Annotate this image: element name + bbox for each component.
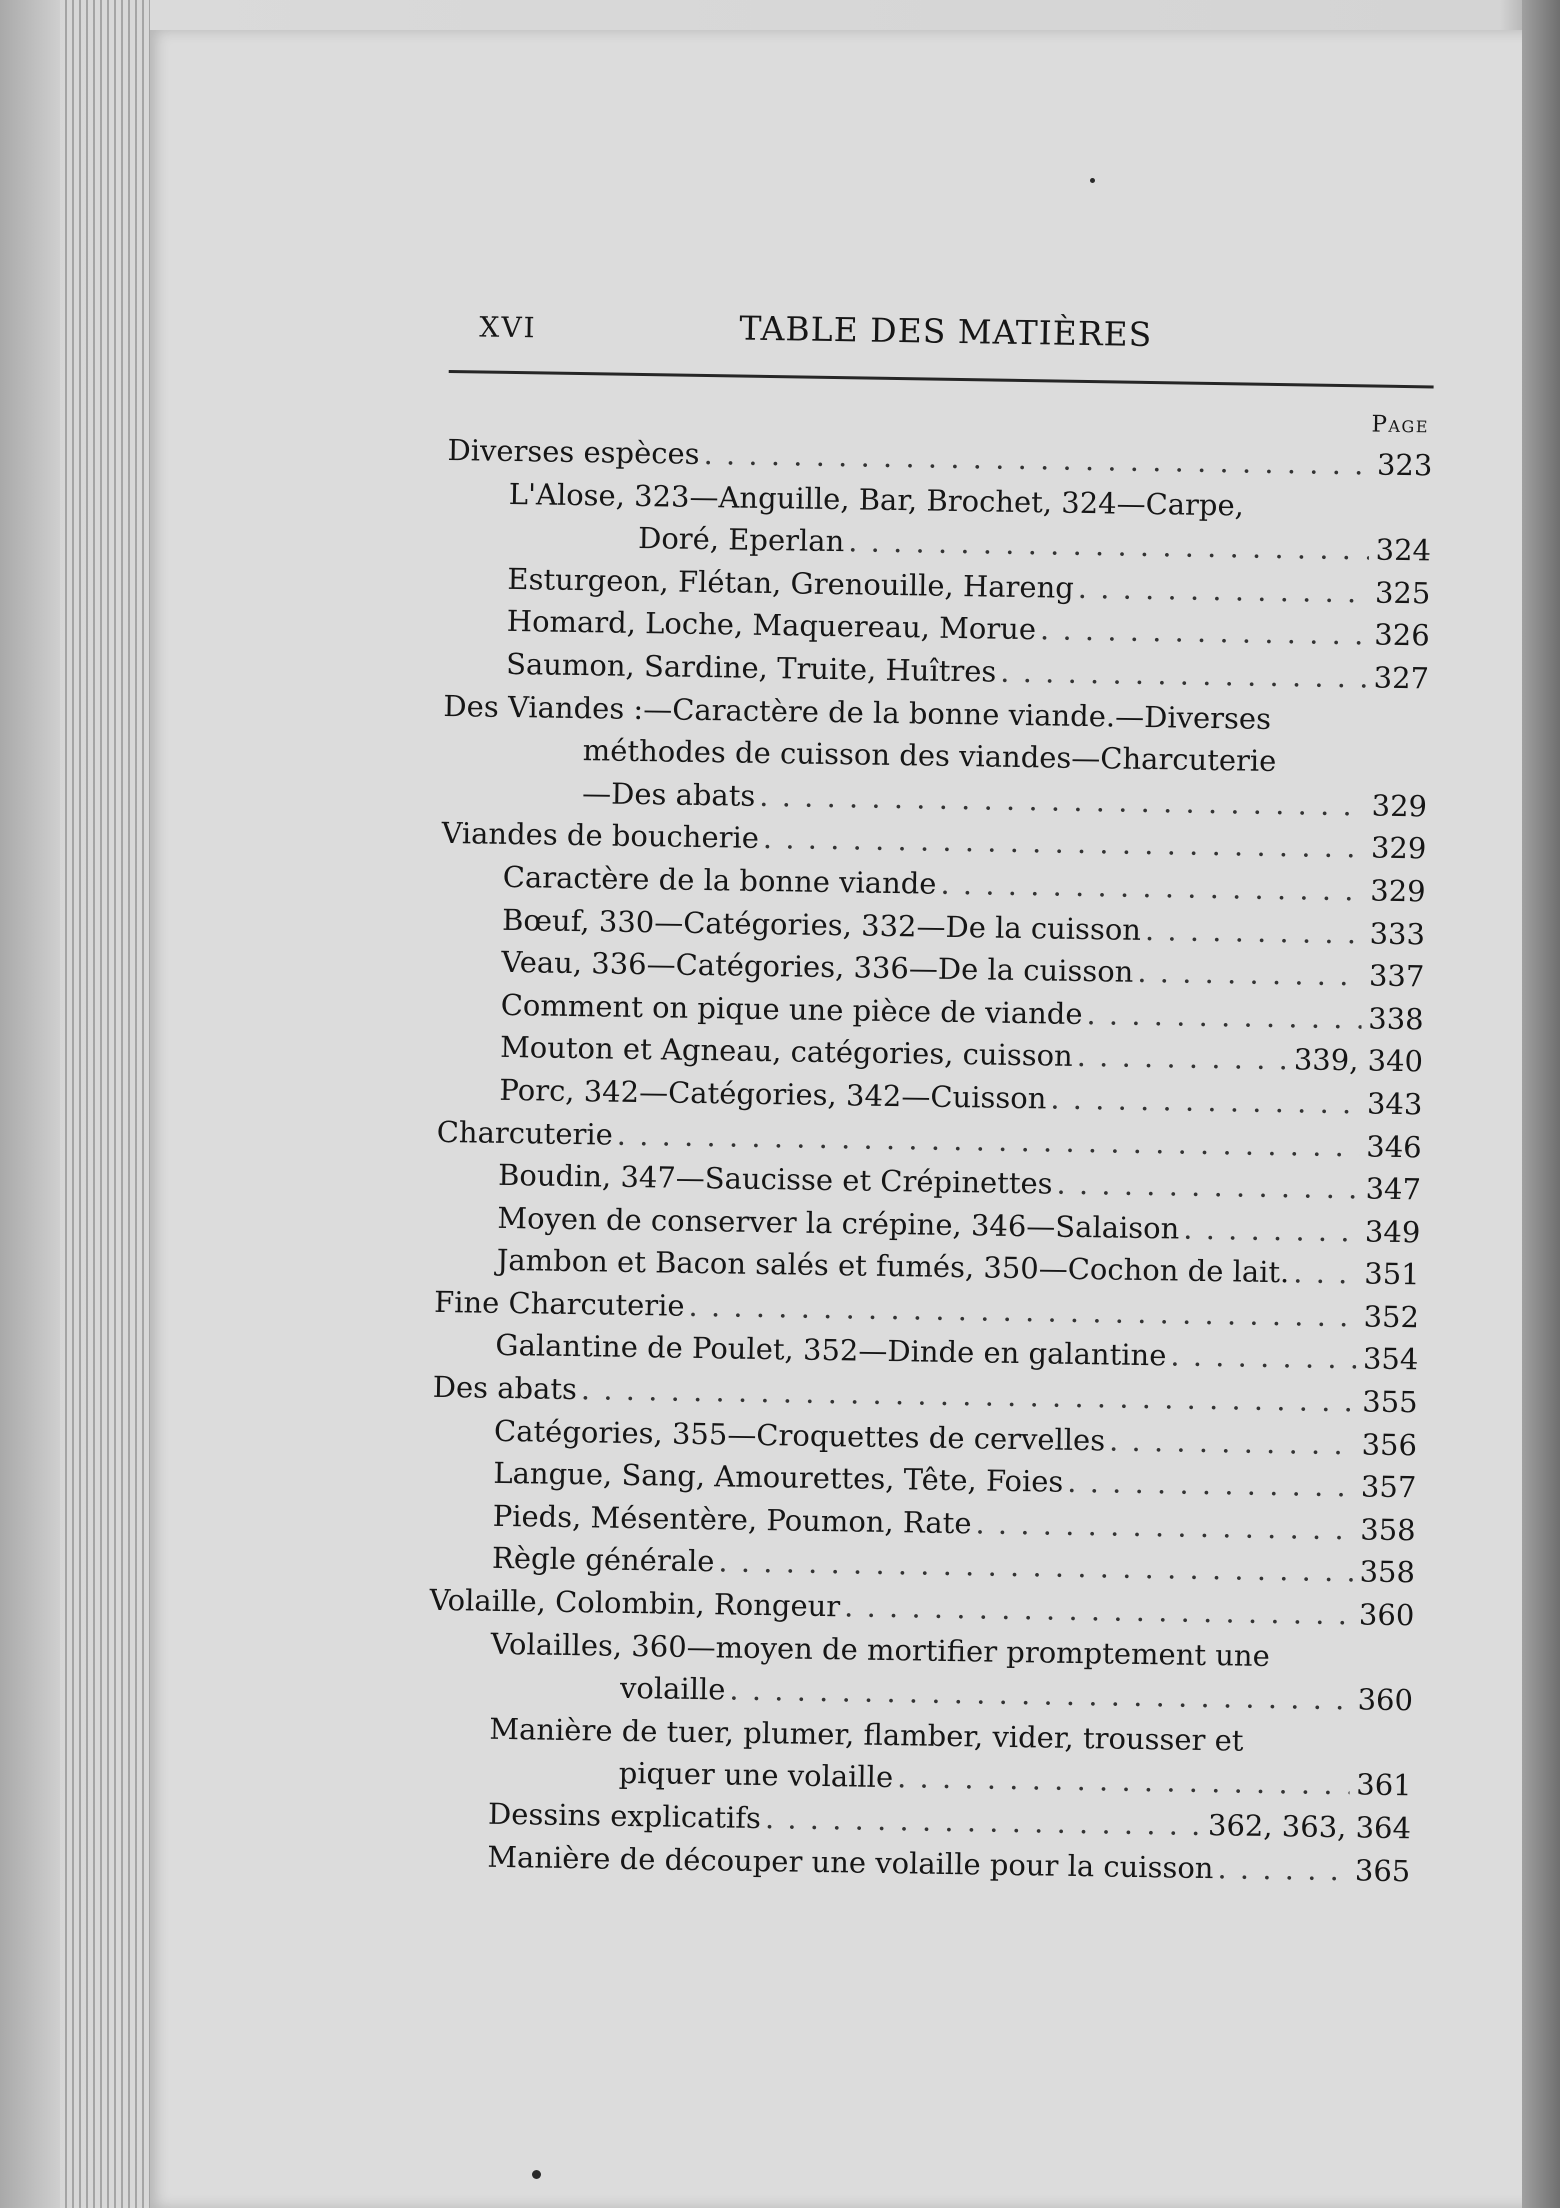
toc-entry-text: piquer une volaille (618, 1756, 894, 1795)
dot-leader (975, 1502, 1354, 1551)
dot-leader (765, 1797, 1205, 1846)
toc-entry-text: Comment on pique une pièce de viande (500, 987, 1083, 1031)
toc-page-number: 324 (1375, 532, 1432, 568)
page-column-label: Page (1371, 411, 1430, 439)
toc-entry-text: Veau, 336—Catégories, 336—De la cuisson (501, 945, 1134, 989)
toc-entry-text: Volaille, Colombin, Rongeur (429, 1582, 841, 1624)
toc-entry-text: Des abats (432, 1369, 578, 1407)
toc-page-number: 361 (1356, 1767, 1412, 1803)
book-gutter-shadow (1522, 0, 1560, 2208)
toc-page-number: 347 (1365, 1171, 1422, 1207)
toc-page-number: 358 (1359, 1554, 1416, 1590)
toc-entry-text: Caractère de la bonne viande (502, 859, 937, 901)
book-page-edges (60, 0, 150, 2208)
dot-leader (1076, 1035, 1290, 1081)
toc-page-number: 329 (1371, 788, 1428, 824)
toc-page-number: 365 (1354, 1853, 1411, 1888)
toc-entry-text: Mouton et Agneau, catégories, cuisson (499, 1030, 1074, 1074)
toc-entry (428, 1621, 1414, 1722)
toc-entry-text: Volailles, 360—moyen de mortifier promptement une (490, 1626, 1271, 1673)
toc-entry-text: Jambon et Bacon salés et fumés, 350—Cochon de lait. (496, 1243, 1290, 1290)
toc-entry-text: —Des abats (581, 775, 756, 813)
dot-leader (1056, 1163, 1359, 1210)
toc-page-number: 360 (1358, 1597, 1415, 1633)
dot-leader (1067, 1461, 1355, 1508)
dot-leader (1137, 951, 1363, 997)
toc-entry-text: Viandes de boucherie (441, 816, 760, 856)
toc-page-number: 358 (1360, 1512, 1416, 1548)
toc-list (425, 429, 1433, 1892)
toc-page-number: 356 (1361, 1427, 1418, 1462)
dot-leader (1170, 1335, 1357, 1381)
toc-entry-text: Esturgeon, Flétan, Grenouille, Hareng (507, 561, 1075, 605)
toc-page-number: 325 (1374, 575, 1431, 611)
dot-leader (1217, 1847, 1348, 1892)
toc-entry-text: méthodes de cuisson des viandes—Charcuterie (582, 733, 1277, 779)
toc-page-number: 354 (1362, 1341, 1419, 1377)
dot-leader (1145, 909, 1364, 955)
toc-entry-text: Saumon, Sardine, Truite, Huîtres (505, 646, 997, 689)
dot-leader (1293, 1252, 1358, 1296)
toc-page-number: 346 (1366, 1129, 1422, 1164)
toc-page-number: 349 (1364, 1214, 1421, 1250)
scan-speck (1090, 178, 1095, 183)
dot-leader (1086, 993, 1362, 1040)
dot-leader (1040, 609, 1368, 657)
toc-page-number: 355 (1362, 1384, 1418, 1420)
toc-entry-text: Règle générale (491, 1541, 715, 1579)
toc-page-number: 339, 340 (1293, 1042, 1424, 1079)
toc-page-number: 351 (1364, 1256, 1420, 1292)
header-rule (449, 370, 1434, 388)
page-title: TABLE DES MATIÈRES (739, 308, 1153, 355)
toc-entry-text: Catégories, 355—Croquettes de cervelles (493, 1413, 1106, 1458)
toc-page-number: 327 (1373, 660, 1430, 696)
toc-entry-text: Dessins explicatifs (487, 1796, 762, 1836)
dot-leader (1078, 567, 1369, 614)
toc-entry-text: Porc, 342—Catégories, 342—Cuisson (499, 1072, 1047, 1116)
toc-entry-text: Diverses espèces (447, 432, 700, 471)
toc-entry-text: Manière de découper une volaille pour la cuisson (487, 1839, 1214, 1885)
toc-entry-text: Doré, Eperlan (637, 521, 845, 559)
toc-page-number: 357 (1360, 1469, 1417, 1505)
toc-entry-text: Charcuterie (436, 1114, 614, 1152)
toc-entry-text: volaille (619, 1671, 726, 1707)
toc-page-number: 343 (1366, 1086, 1423, 1122)
toc-entry-text: Des Viandes :—Caractère de la bonne viande.—Diverses (443, 688, 1272, 736)
toc-entry (426, 1707, 1412, 1808)
toc-entry-text: Manière de tuer, plumer, flamber, vider, trousser et (489, 1711, 1244, 1758)
dot-leader (1000, 651, 1367, 699)
toc-page-number: 333 (1369, 916, 1426, 951)
toc-page-number: 352 (1363, 1299, 1420, 1335)
dot-leader (1183, 1207, 1359, 1252)
toc-page-number: 326 (1374, 617, 1430, 653)
toc-entry-text: Homard, Loche, Maquereau, Morue (506, 604, 1037, 647)
toc-entry-text: Bœuf, 330—Catégories, 332—De la cuisson (501, 902, 1142, 947)
toc-entry-text: Langue, Sang, Amourettes, Tête, Foies (493, 1456, 1064, 1500)
toc-page-number: 338 (1368, 1001, 1424, 1037)
toc-entry-text: Galantine de Poulet, 352—Dinde en galantine (495, 1328, 1167, 1373)
toc-page-number: 360 (1357, 1682, 1414, 1718)
toc-entry (442, 685, 1429, 828)
toc-entry-text: Boudin, 347—Saucisse et Crépinettes (497, 1157, 1053, 1201)
dot-leader (1050, 1077, 1361, 1124)
toc-page-content (425, 290, 1435, 1892)
dot-leader (1109, 1419, 1356, 1465)
toc-page-number: 323 (1376, 447, 1433, 483)
page-folio: XVI (479, 310, 537, 345)
toc-page-number: 337 (1368, 958, 1425, 994)
toc-page-number: 329 (1370, 873, 1426, 909)
scan-speck (532, 2170, 541, 2179)
toc-page-number: 362, 363, 364 (1207, 1808, 1412, 1846)
toc-entry-text: Pieds, Mésentère, Poumon, Rate (492, 1498, 972, 1541)
toc-entry-text: Moyen de conserver la crépine, 346—Salaison (497, 1200, 1180, 1246)
toc-page-number: 329 (1370, 830, 1427, 866)
dot-leader (897, 1757, 1350, 1807)
toc-entry-text: Fine Charcuterie (433, 1284, 685, 1323)
dot-leader (940, 863, 1364, 912)
toc-entry-text: L'Alose, 323—Anguille, Bar, Brochet, 324—Carpe, (508, 476, 1245, 523)
toc-entry (446, 472, 1432, 573)
